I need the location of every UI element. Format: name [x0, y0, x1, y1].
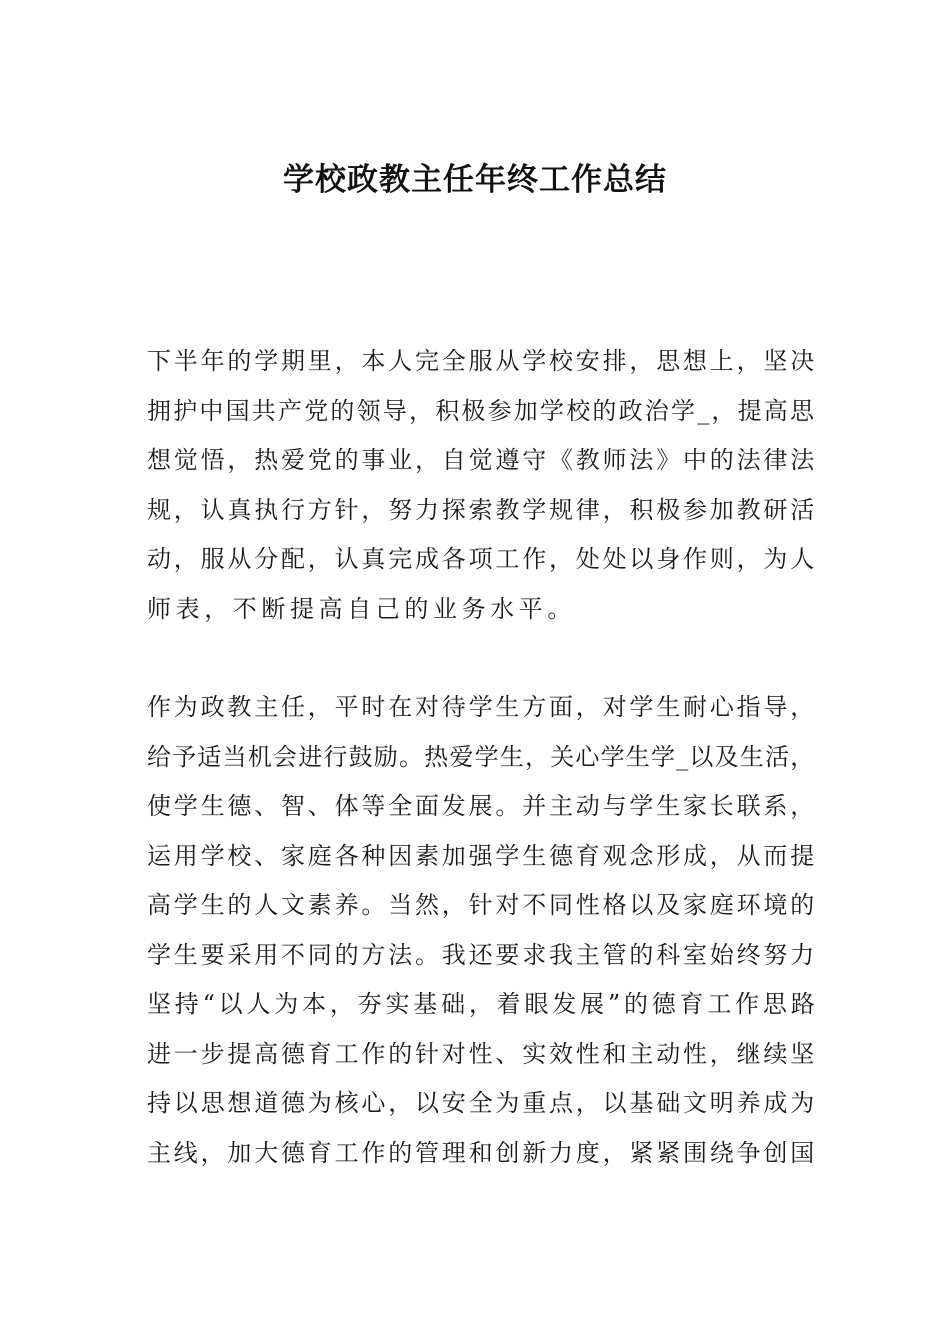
paragraph-line: 动，服从分配，认真完成各项工作，处处以身作则，为人 [147, 545, 817, 573]
paragraph-line: 高学生的人文素养。当然，针对不同性格以及家庭环境的 [147, 891, 817, 919]
paragraph-line: 使学生德、智、体等全面发展。并主动与学生家长联系， [147, 792, 817, 820]
paragraph-line: 下半年的学期里，本人完全服从学校安排，思想上，坚决 [147, 347, 817, 375]
paragraph-line: 师表，不断提高自己的业务水平。 [147, 594, 576, 623]
paragraph-2 [147, 683, 819, 1178]
document-title: 学校政教主任年终工作总结 [283, 162, 667, 198]
paragraph-line: 规，认真执行方针，努力探索教学规律，积极参加教研活 [147, 495, 817, 524]
paragraph-line: 作为政教主任，平时在对待学生方面，对学生耐心指导， [147, 693, 817, 721]
paragraph-line: 给予适当机会进行鼓励。热爱学生，关心学生学_以及生活， [147, 742, 816, 771]
paragraph-line: 想觉悟，热爱党的事业，自觉遵守《教师法》中的法律法 [147, 446, 817, 474]
paragraph-line: 进一步提高德育工作的针对性、实效性和主动性，继续坚 [147, 1039, 817, 1068]
paragraph-line: 拥护中国共产党的领导，积极参加学校的政治学_，提高思 [147, 396, 817, 425]
paragraph-1 [147, 337, 819, 634]
paragraph-line: 持以思想道德为核心，以安全为重点，以基础文明养成为 [147, 1089, 817, 1117]
paragraph-line: 坚持“以人为本，夯实基础，着眼发展”的德育工作思路 [147, 990, 819, 1018]
paragraph-line: 主线，加大德育工作的管理和创新力度，紧紧围绕争创国 [147, 1138, 817, 1167]
paragraph-line: 学生要采用不同的方法。我还要求我主管的科室始终努力 [147, 940, 817, 969]
paragraph-line: 运用学校、家庭各种因素加强学生德育观念形成，从而提 [147, 841, 817, 870]
